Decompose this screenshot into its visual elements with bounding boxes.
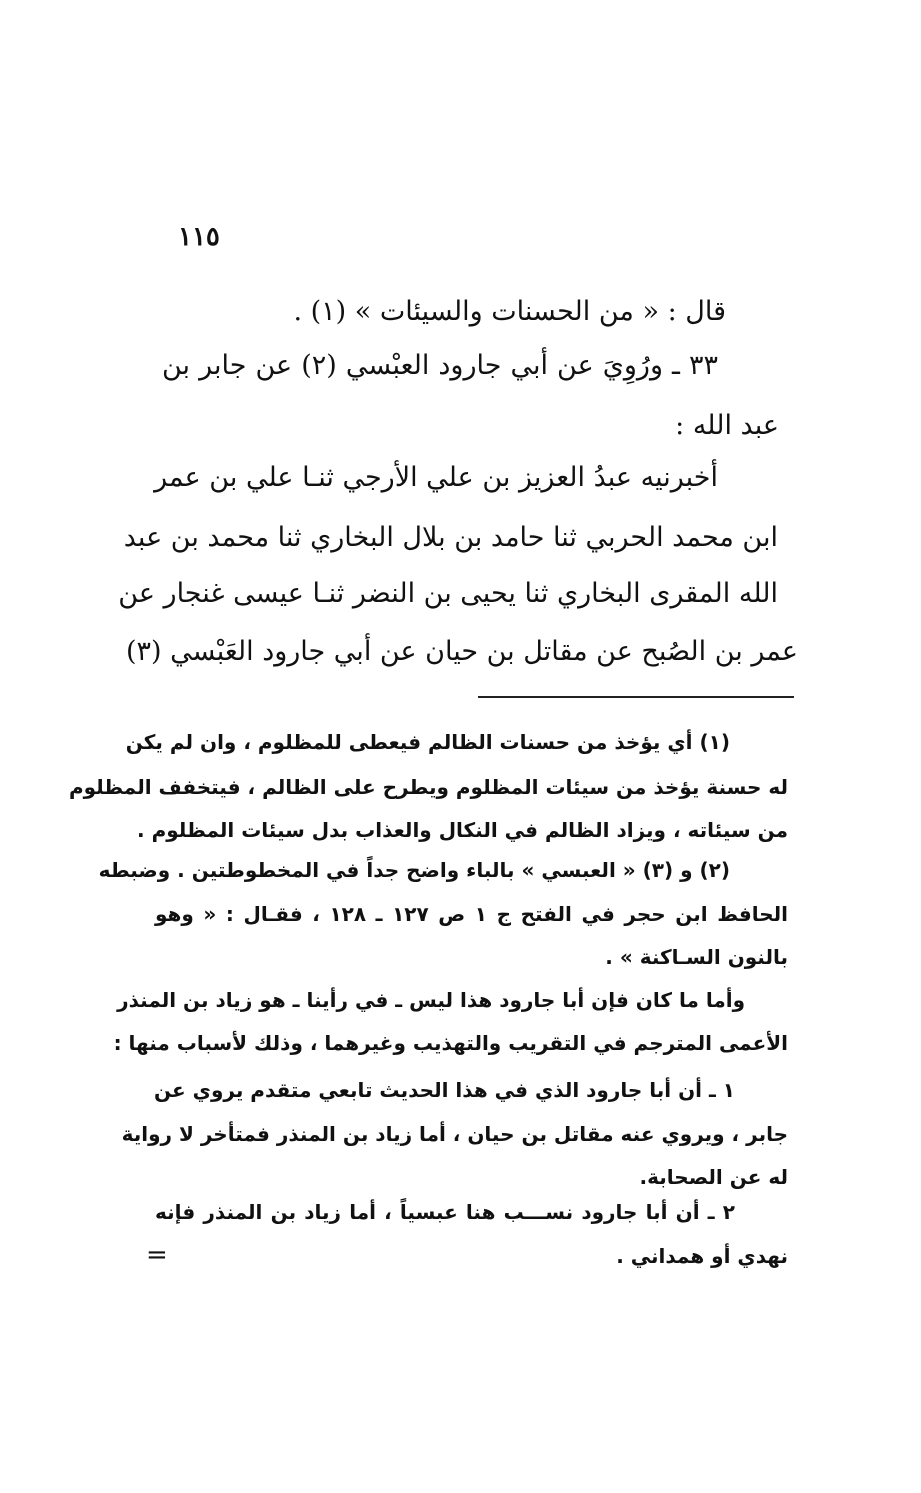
footnote-line: من سيئاته ، ويزاد الظالم في النكال والعذاب بدل سيئات المظلوم . [137,818,788,842]
footnote-line: له عن الصحابة. [639,1165,788,1189]
footnote-separator [478,696,794,698]
footnote-line: جابر ، ويروي عنه مقاتل بن حيان ، أما زياد بن المنذر فمتأخر لا رواية [121,1122,788,1146]
main-line: الله المقرى البخاري ثنا يحيى بن النضر ثنـا عيسى غنجار عن [118,578,778,609]
main-line: عبد الله : [675,410,779,441]
footnote-line: له حسنة يؤخذ من سيئات المظلوم ويطرح على الظالم ، فيتخفف المظلوم [68,775,788,799]
footnote-line: ١ ـ أن أبا جارود الذي في هذا الحديث تابعي متقدم يروي عن [154,1078,735,1102]
footnote-line: وأما ما كان فإن أبا جارود هذا ليس ـ في رأينا ـ هو زياد بن المنذر [117,988,745,1012]
main-line: قال : « من الحسنات والسيئات » (١) . [293,296,726,327]
main-line: ٣٣ ـ ورُوِيَ عن أبي جارود العبْسي (٢) عن جابر بن [162,350,719,381]
footnote-line: (٢) و (٣) « العبسي » بالباء واضح جداً في المخطوطتين . وضبطه [98,858,730,882]
footnote-line: الأعمى المترجم في التقريب والتهذيب وغيرهما ، وذلك لأسباب منها : [113,1031,788,1055]
continuation-mark: = [146,1240,168,1270]
footnote-line: الحافظ ابن حجر في الفتح ج ١ ص ١٢٧ ـ ١٢٨ ، فقـال : « وهو [155,902,788,926]
footnote-line: بالنون السـاكنة » . [605,945,788,969]
footnote-line: ٢ ـ أن أبا جارود نســـب هنا عبسياً ، أما زياد بن المنذر فإنه [155,1200,735,1224]
footnote-line: (١) أي يؤخذ من حسنات الظالم فيعطى للمظلوم ، وان لم يكن [125,730,730,754]
page-number: ١١٥ [178,222,220,252]
main-line: عمر بن الصُبح عن مقاتل بن حيان عن أبي جارود العَبْسي (٣) [125,636,798,667]
main-line: أخبرنيه عبدُ العزيز بن علي الأرجي ثنـا علي بن عمر [154,462,718,493]
main-line: ابن محمد الحربي ثنا حامد بن بلال البخاري ثنا محمد بن عبد [123,522,778,553]
footnote-line: نهدي أو همداني . [616,1244,788,1268]
